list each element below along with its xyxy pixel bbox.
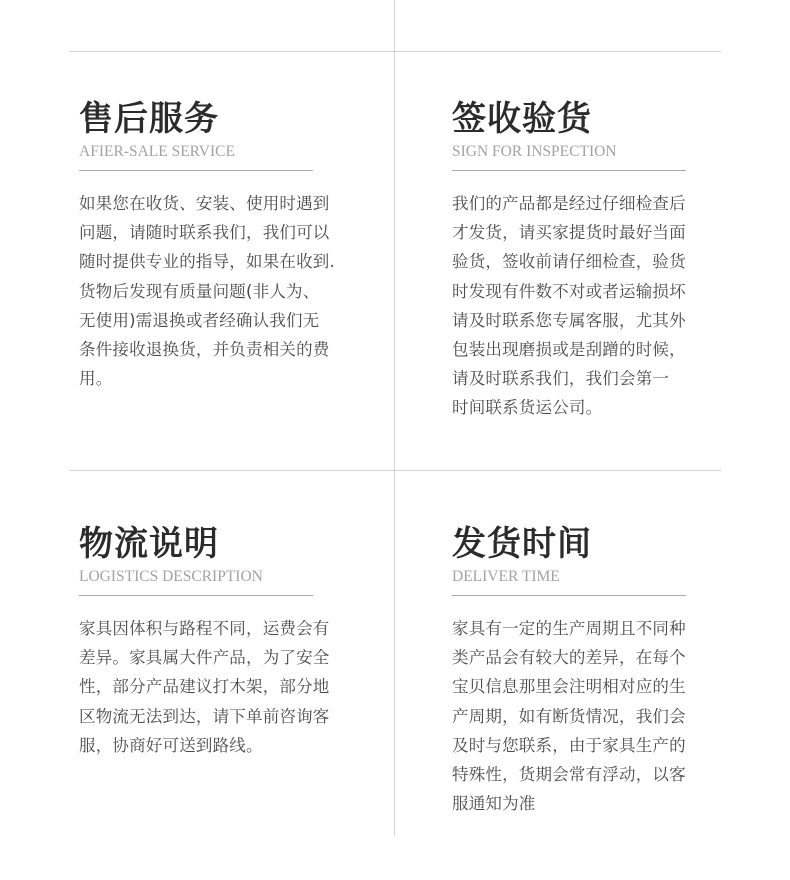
section-subtitle: LOGISTICS DESCRIPTION <box>79 568 263 585</box>
section-underline <box>79 170 313 171</box>
body-line: 特殊性，货期会常有浮动，以客 <box>452 765 686 785</box>
section-underline <box>79 595 313 596</box>
section-title: 售后服务 <box>79 99 219 139</box>
section-title: 签收验货 <box>452 99 592 139</box>
body-line: 货物后发现有质量问题(非人为、 <box>79 281 320 301</box>
section-title: 发货时间 <box>452 524 592 564</box>
body-line: 我们的产品都是经过仔细检查后 <box>452 194 686 213</box>
section-underline <box>452 170 686 171</box>
sign-inspection-section <box>452 96 728 423</box>
body-line: 家具因体积与路程不同，运费会有 <box>79 619 330 638</box>
body-line: 用。 <box>79 369 113 389</box>
section-body <box>79 189 355 393</box>
vertical-divider <box>394 0 395 836</box>
body-line: 类产品会有较大的差异，在每个 <box>452 648 686 668</box>
body-line: 时发现有件数不对或者运输损坏 <box>452 281 686 301</box>
body-line: 请及时联系我们，我们会第一 <box>452 369 670 389</box>
body-line: 随时提供专业的指导，如果在收到. <box>79 252 335 272</box>
body-line: 条件接收退换货，并负责相关的费 <box>79 340 330 360</box>
body-line: 宝贝信息那里会注明相对应的生 <box>452 677 686 697</box>
body-line: 问题，请随时联系我们，我们可以 <box>79 223 330 243</box>
middle-divider <box>69 470 721 471</box>
body-line: 如果您在收货、安装、使用时遇到 <box>79 194 330 213</box>
body-line: 无使用)需退换或者经确认我们无 <box>79 310 320 330</box>
body-line: 服通知为准 <box>452 794 536 814</box>
body-line: 包装出现磨损或是刮蹭的时候， <box>452 340 686 360</box>
body-line: 产周期，如有断货情况，我们会 <box>452 706 686 726</box>
section-title: 物流说明 <box>79 524 219 564</box>
section-body <box>452 189 728 423</box>
section-body <box>79 614 355 760</box>
body-line: 及时与您联系，由于家具生产的 <box>452 735 686 755</box>
logistics-section <box>79 521 355 760</box>
after-sale-service-section <box>79 96 355 393</box>
section-subtitle: SIGN FOR INSPECTION <box>452 143 617 160</box>
body-line: 性，部分产品建议打木架，部分地 <box>79 677 330 697</box>
body-line: 时间联系货运公司。 <box>452 398 603 418</box>
body-line: 家具有一定的生产周期且不同种 <box>452 619 686 638</box>
delivery-time-section <box>452 521 728 818</box>
top-divider <box>69 51 721 52</box>
body-line: 服，协商好可送到路线。 <box>79 735 263 755</box>
section-underline <box>452 595 686 596</box>
section-subtitle: DELIVER TIME <box>452 568 560 585</box>
section-subtitle: AFIER-SALE SERVICE <box>79 143 235 160</box>
section-body <box>452 614 728 818</box>
body-line: 区物流无法到达，请下单前咨询客 <box>79 706 330 726</box>
body-line: 才发货，请买家提货时最好当面 <box>452 223 686 243</box>
body-line: 差异。家具属大件产品，为了安全 <box>79 648 330 668</box>
body-line: 请及时联系您专属客服，尤其外 <box>452 310 686 330</box>
body-line: 验货，签收前请仔细检查，验货 <box>452 252 686 272</box>
